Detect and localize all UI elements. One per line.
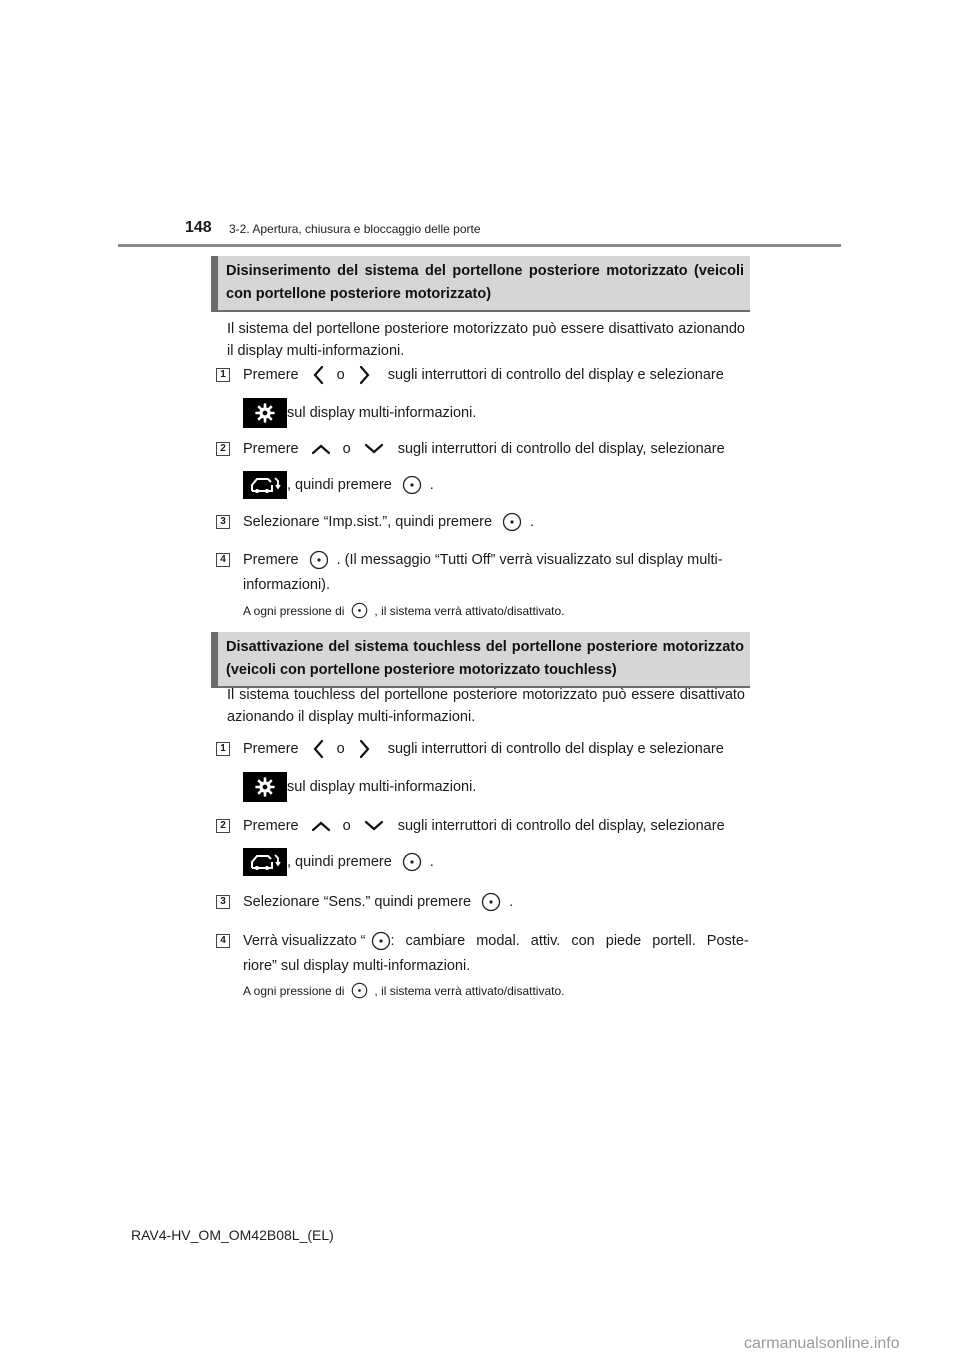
step-text: Verrà visualizzato “ xyxy=(243,933,366,949)
ok-button-icon xyxy=(309,550,329,570)
step-1-line xyxy=(243,364,745,386)
step-text: . xyxy=(429,477,434,493)
note-text: A ogni pressione di xyxy=(243,603,345,618)
section-heading: Disinserimento del sistema del portellone posteriore motorizzato (veicoli con portellone posteriore motorizzato) xyxy=(211,256,750,312)
section-heading: Disattivazione del sistema touchless del portellone posteriore motorizzato (veicoli con portellone posteriore motorizzato touchless) xyxy=(211,632,750,688)
step-4-line xyxy=(243,930,749,952)
or-word: o xyxy=(342,818,351,834)
section-intro: Il sistema touchless del portellone posteriore motorizzato può essere disattivato azionando il display multi-informazioni. xyxy=(227,687,745,725)
note-text: , il sistema verrà attivato/disattivato. xyxy=(374,983,565,998)
ok-button-icon xyxy=(402,475,422,495)
step-3-line xyxy=(243,891,745,913)
step-number: 2 xyxy=(216,819,230,833)
chevron-up-icon xyxy=(311,820,331,832)
step-1-line xyxy=(243,738,745,760)
step-text: . xyxy=(509,894,514,910)
step-1-line-2 xyxy=(243,772,745,802)
or-word: o xyxy=(336,741,345,757)
step-4-line-2: riore” sul display multi-informazioni. xyxy=(243,958,471,974)
ok-button-icon xyxy=(371,931,391,951)
step-number: 3 xyxy=(216,895,230,909)
chevron-down-icon xyxy=(364,443,384,455)
ok-button-icon xyxy=(402,852,422,872)
step-text: Premere xyxy=(243,818,299,834)
step-text: sugli interruttori di controllo del display e selezionare xyxy=(387,741,724,757)
step-4-lead xyxy=(243,930,391,952)
step-text: . (Il messaggio “Tutti Off” verrà visualizzato sul display multi- xyxy=(336,552,723,568)
step-text: , quindi premere xyxy=(287,477,392,493)
ok-button-icon xyxy=(351,982,368,999)
note-text: A ogni pressione di xyxy=(243,983,345,998)
step-text: sugli interruttori di controllo del display, selezionare xyxy=(397,441,725,457)
step-text: : cambiare modal. attiv. con piede portell. Poste- xyxy=(390,933,749,949)
touchless-back-door-icon xyxy=(243,848,287,876)
or-word: o xyxy=(342,441,351,457)
chevron-left-icon xyxy=(312,739,324,759)
step-text: . xyxy=(429,854,434,870)
chevron-up-icon xyxy=(311,443,331,455)
chevron-left-icon xyxy=(312,365,324,385)
chevron-right-icon xyxy=(359,365,371,385)
ok-button-icon xyxy=(502,512,522,532)
header-rule xyxy=(118,244,841,247)
note-text: , il sistema verrà attivato/disattivato. xyxy=(374,603,565,618)
watermark: carmanualsonline.info xyxy=(744,1335,900,1352)
step-text: Selezionare “Sens.” quindi premere xyxy=(243,894,472,910)
step-text: Premere xyxy=(243,441,299,457)
document-code: RAV4-HV_OM_OM42B08L_(EL) xyxy=(131,1227,334,1243)
step-2-line xyxy=(243,815,745,837)
chevron-down-icon xyxy=(364,820,384,832)
ok-button-icon xyxy=(481,892,501,912)
step-text: sul display multi-informazioni. xyxy=(287,405,477,421)
step-number: 1 xyxy=(216,742,230,756)
step-2-line-2 xyxy=(243,471,745,499)
gear-icon xyxy=(243,772,287,802)
step-text: sugli interruttori di controllo del display e selezionare xyxy=(387,367,724,383)
step-text: sul display multi-informazioni. xyxy=(287,779,477,795)
step-text: Premere xyxy=(243,367,299,383)
step-number: 3 xyxy=(216,515,230,529)
power-back-door-icon xyxy=(243,471,287,499)
step-text: Premere xyxy=(243,552,299,568)
step-number: 2 xyxy=(216,442,230,456)
step-4-line-2: informazioni). xyxy=(243,577,331,593)
step-number: 4 xyxy=(216,934,230,948)
step-number: 4 xyxy=(216,553,230,567)
step-text: . xyxy=(530,514,535,530)
step-text: , quindi premere xyxy=(287,854,392,870)
page-number: 148 xyxy=(185,219,212,236)
step-1-line-2 xyxy=(243,398,745,428)
step-text: Selezionare “Imp.sist.”, quindi premere xyxy=(243,514,493,530)
or-word: o xyxy=(336,367,345,383)
step-text: Premere xyxy=(243,741,299,757)
note xyxy=(243,982,564,999)
section-intro: Il sistema del portellone posteriore motorizzato può essere disattivato azionando il display multi-informazioni. xyxy=(227,321,745,359)
running-head: 3-2. Apertura, chiusura e bloccaggio delle porte xyxy=(229,222,481,236)
step-3-line xyxy=(243,511,745,533)
step-text: sugli interruttori di controllo del display, selezionare xyxy=(397,818,725,834)
note xyxy=(243,602,564,619)
ok-button-icon xyxy=(351,602,368,619)
step-2-line xyxy=(243,438,745,460)
chevron-right-icon xyxy=(359,739,371,759)
gear-icon xyxy=(243,398,287,428)
step-4-line xyxy=(243,549,745,571)
step-2-line-2 xyxy=(243,848,745,876)
step-number: 1 xyxy=(216,368,230,382)
